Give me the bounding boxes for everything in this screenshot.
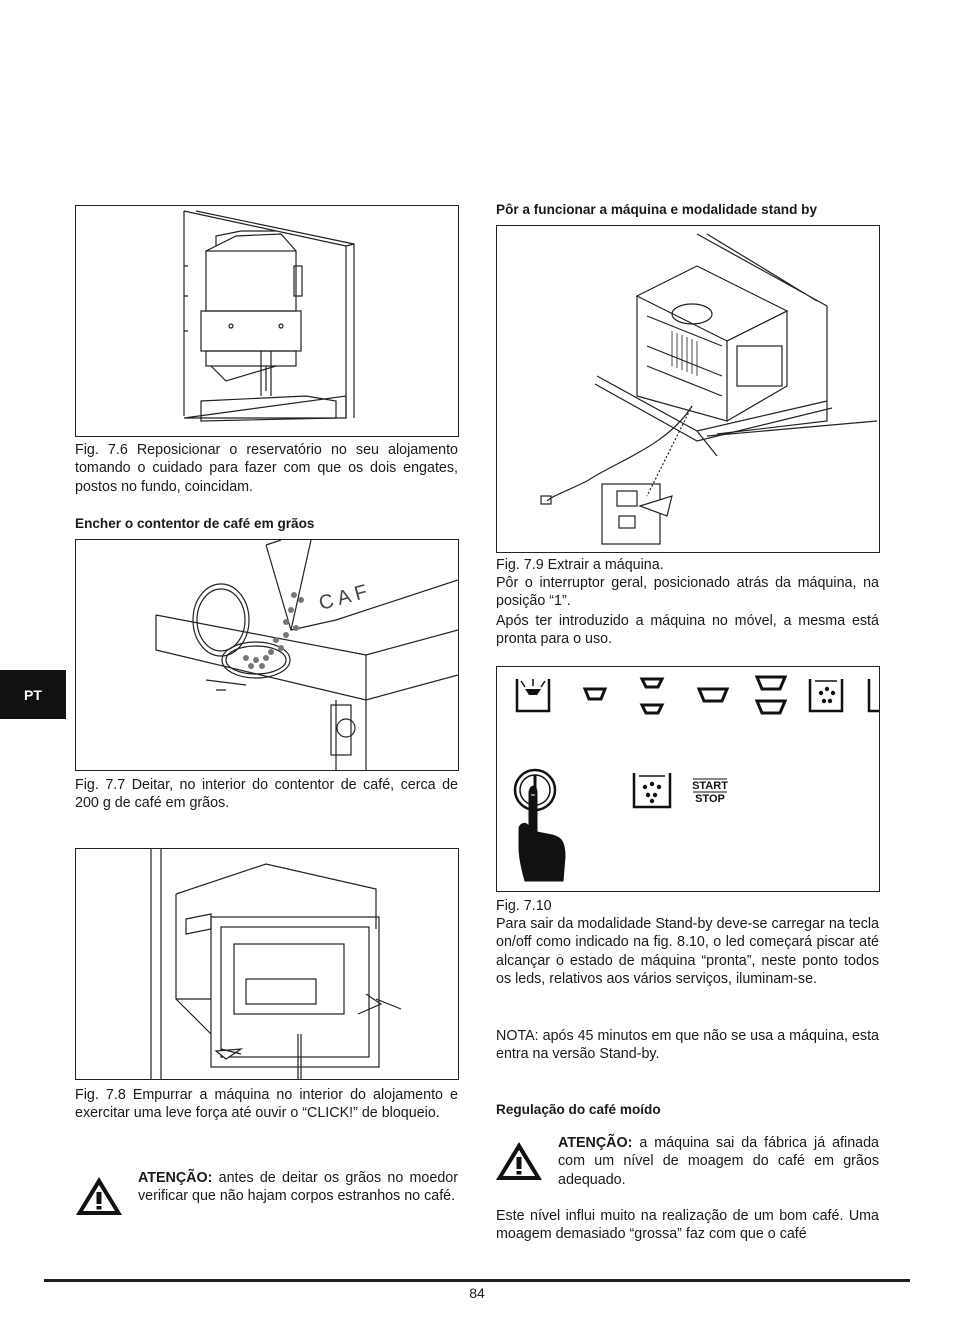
hot-water-icon — [810, 679, 842, 711]
fig77-caption: Fig. 7.7 Deitar, no interior do contentor de café, cerca de 200 g de café em grãos. — [75, 777, 458, 812]
warning-icon-right — [494, 1140, 544, 1187]
figure-7-9 — [496, 225, 880, 553]
language-tab: PT — [0, 670, 66, 719]
fig78-caption: Fig. 7.8 Empurrar a máquina no interior do alojamento e exercitar uma leve força até ouvir o “CLICK!” de bloqueio. — [75, 1087, 458, 1122]
two-large-cups-icon — [757, 677, 785, 713]
fig710-text: Para sair da modalidade Stand-by deve-se carregar na tecla on/off como indicado na fig. 8.10, o led começará piscar até alcançar o estado de máquina “pronta”, neste ponto todos os leds, relativos aos vários serviços, iluminam-se. — [496, 916, 879, 988]
figure-7-10-control-panel — [496, 666, 880, 892]
steam-icon — [634, 773, 670, 807]
warning-body-left: antes de deitar os grãos no moedor verificar que não hajam corpos estranhos no café. — [138, 1170, 458, 1205]
warning-icon-left — [74, 1175, 124, 1222]
fig710-caption: Fig. 7.10 — [496, 898, 552, 914]
footer-rule — [44, 1279, 910, 1282]
start-stop-button — [692, 779, 728, 805]
warning-text-right — [558, 1134, 879, 1189]
pressing-hand-icon — [519, 786, 565, 881]
container-letters: C A F — [316, 580, 370, 615]
start-label: START — [692, 780, 728, 792]
grind-text: Este nível influi muito na realização de um bom café. Uma moagem demasiado “grossa” faz com que o café — [496, 1208, 879, 1243]
single-cup-icon — [585, 689, 605, 699]
nota-text: NOTA: após 45 minutos em que não se usa a máquina, esta entra na versão Stand-by. — [496, 1028, 879, 1063]
fig76-caption: Fig. 7.6 Reposicionar o reservatório no seu alojamento tomando o cuidado para fazer com que os dois engates, postos no fundo, coincidam. — [75, 442, 458, 495]
warning-label-right: ATENÇÃO: — [558, 1135, 633, 1151]
large-cup-icon — [699, 689, 727, 701]
page-number: 84 — [469, 1285, 485, 1301]
heading-grind-regulation: Regulação do café moído — [496, 1102, 661, 1117]
heading-fill-container: Encher o contentor de café em grãos — [75, 516, 315, 531]
partial-icon — [869, 679, 879, 711]
figure-7-6 — [75, 205, 459, 437]
fig79-caption: Fig. 7.9 Extrair a máquina. — [496, 557, 664, 573]
heading-start-standby: Pôr a funcionar a máquina e modalidade stand by — [496, 202, 818, 217]
fig79-text1: Pôr o interruptor geral, posicionado atrás da máquina, na posição “1”. — [496, 575, 879, 610]
stop-label: STOP — [695, 793, 725, 805]
warning-text-left — [138, 1169, 458, 1206]
figure-7-7 — [75, 539, 459, 771]
warning-body-right: a máquina sai da fábrica já afinada com um nível de moagem do café em grãos adequado. — [558, 1135, 880, 1188]
warning-label-left: ATENÇÃO: — [138, 1170, 213, 1186]
two-small-cups-icon — [642, 679, 662, 713]
figure-7-8 — [75, 848, 459, 1080]
light-icon — [517, 679, 549, 711]
fig79-text2: Após ter introduzido a máquina no móvel, a mesma está pronta para o uso. — [496, 613, 879, 648]
